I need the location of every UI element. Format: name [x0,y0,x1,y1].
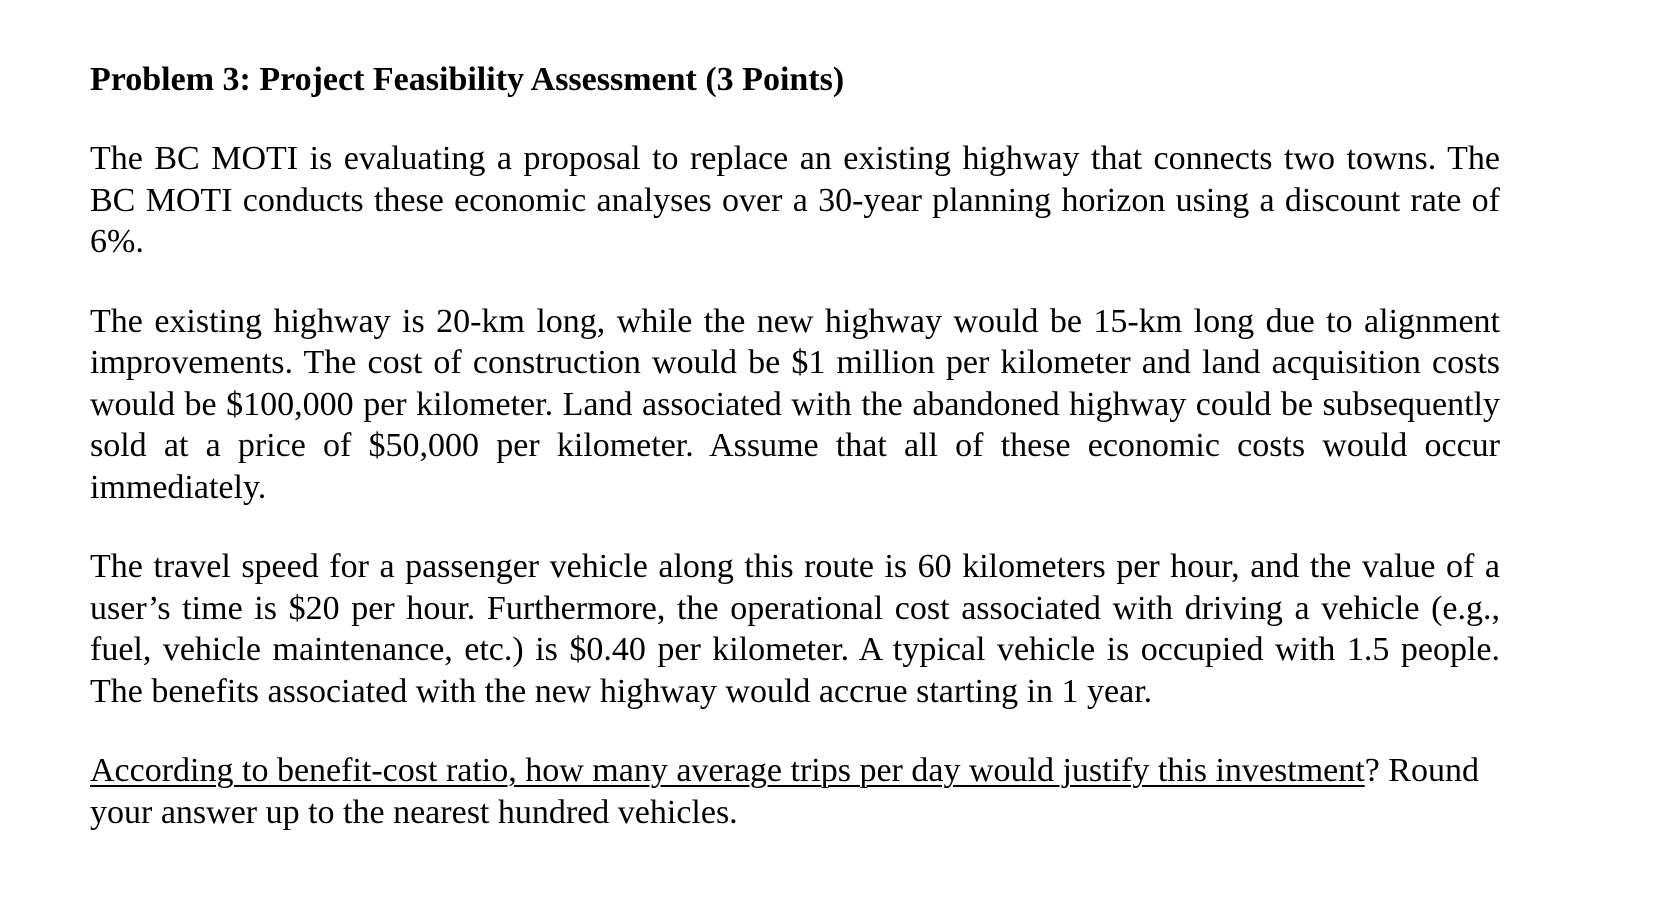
paragraph-intro: The BC MOTI is evaluating a proposal to replace an existing highway that connects two towns. The BC MOTI conducts these economic analyses over a 30-year planning horizon using a discount rate of 6%. [90,140,1500,260]
question-mark: ? [1364,752,1380,789]
question-underlined-text: According to benefit-cost ratio, how many average trips per day would justify this investment [90,752,1365,789]
question-instruction: Round your answer up to the nearest hundred vehicles. [90,752,1479,831]
paragraph-benefits: The travel speed for a passenger vehicle along this route is 60 kilometers per hour, and the value of a user’s time is $20 per hour. Furthermore, the operational cost associated with driving a vehicle (e.g., fuel, vehicle maintenance, etc.) is $0.40 per kilometer. A typical vehicle is occupied with 1.5 people. The benefits associated with the new highway would accrue starting in 1 year. [90,548,1500,710]
problem-title: Problem 3: Project Feasibility Assessment (3 Points) [90,61,845,98]
document-body [90,60,1500,833]
paragraph-costs: The existing highway is 20-km long, while the new highway would be 15-km long due to alignment improvements. The cost of construction would be $1 million per kilometer and land acquisition costs would be $100,000 per kilometer. Land associated with the abandoned highway could be subsequently sold at a price of $50,000 per kilometer. Assume that all of these economic costs would occur immediately. [90,302,1500,506]
question-paragraph [90,750,1500,833]
